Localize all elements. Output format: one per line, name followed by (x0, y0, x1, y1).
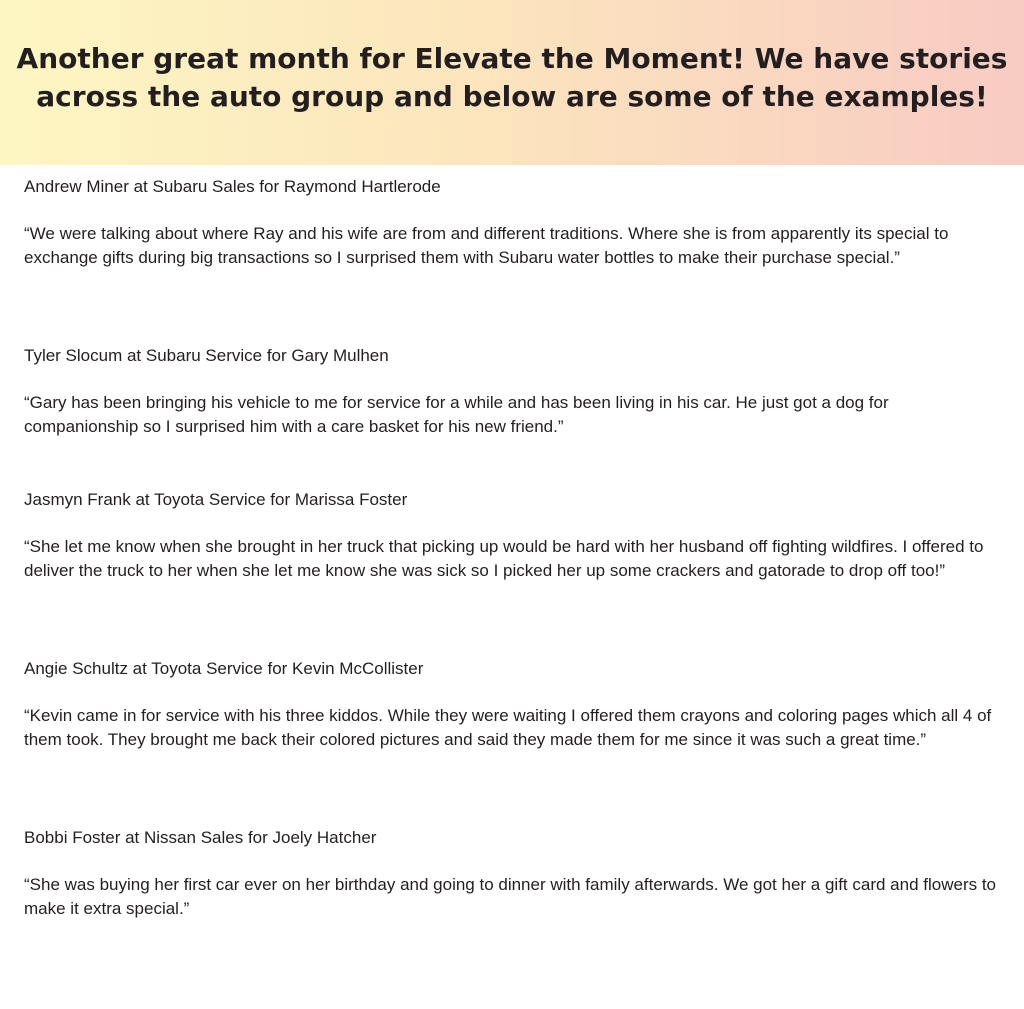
story-andrew-miner (24, 177, 1004, 270)
page-title-line-1: Another great month for Elevate the Moment! We have stories (16, 42, 1008, 75)
story-quote: “Gary has been bringing his vehicle to me for service for a while and has been living in his car. He just got a dog for companionship so I surprised him with a care basket for his new friend.” (24, 393, 889, 436)
page-title (0, 40, 1024, 116)
story-quote: “She let me know when she brought in her truck that picking up would be hard with her husband off fighting wildfires. I offered to deliver the truck to her when she let me know she was sick so I picked her up some crackers and gatorade to drop off too!” (24, 537, 984, 580)
story-heading: Tyler Slocum at Subaru Service for Gary Mulhen (24, 346, 389, 365)
story-quote: “We were talking about where Ray and his wife are from and different traditions. Where she is from apparently its special to exchange gifts during big transactions so I surprised them with Subaru water bottles to make their purchase special.” (24, 224, 949, 267)
story-tyler-slocum (24, 346, 1004, 439)
story-heading: Jasmyn Frank at Toyota Service for Marissa Foster (24, 490, 408, 509)
page-title-line-2: across the auto group and below are some of the examples! (36, 80, 988, 113)
story-heading: Andrew Miner at Subaru Sales for Raymond Hartlerode (24, 177, 441, 196)
story-heading: Bobbi Foster at Nissan Sales for Joely Hatcher (24, 828, 377, 847)
story-quote: “Kevin came in for service with his three kiddos. While they were waiting I offered them crayons and coloring pages which all 4 of them took. They brought me back their colored pictures and said they made them for me since it was such a great time.” (24, 706, 992, 749)
story-angie-schultz (24, 659, 1004, 752)
story-heading: Angie Schultz at Toyota Service for Kevin McCollister (24, 659, 424, 678)
header-banner (0, 0, 1024, 165)
story-quote: “She was buying her first car ever on her birthday and going to dinner with family afterwards. We got her a gift card and flowers to make it extra special.” (24, 875, 997, 918)
story-jasmyn-frank (24, 490, 1004, 583)
story-bobbi-foster (24, 828, 1004, 921)
